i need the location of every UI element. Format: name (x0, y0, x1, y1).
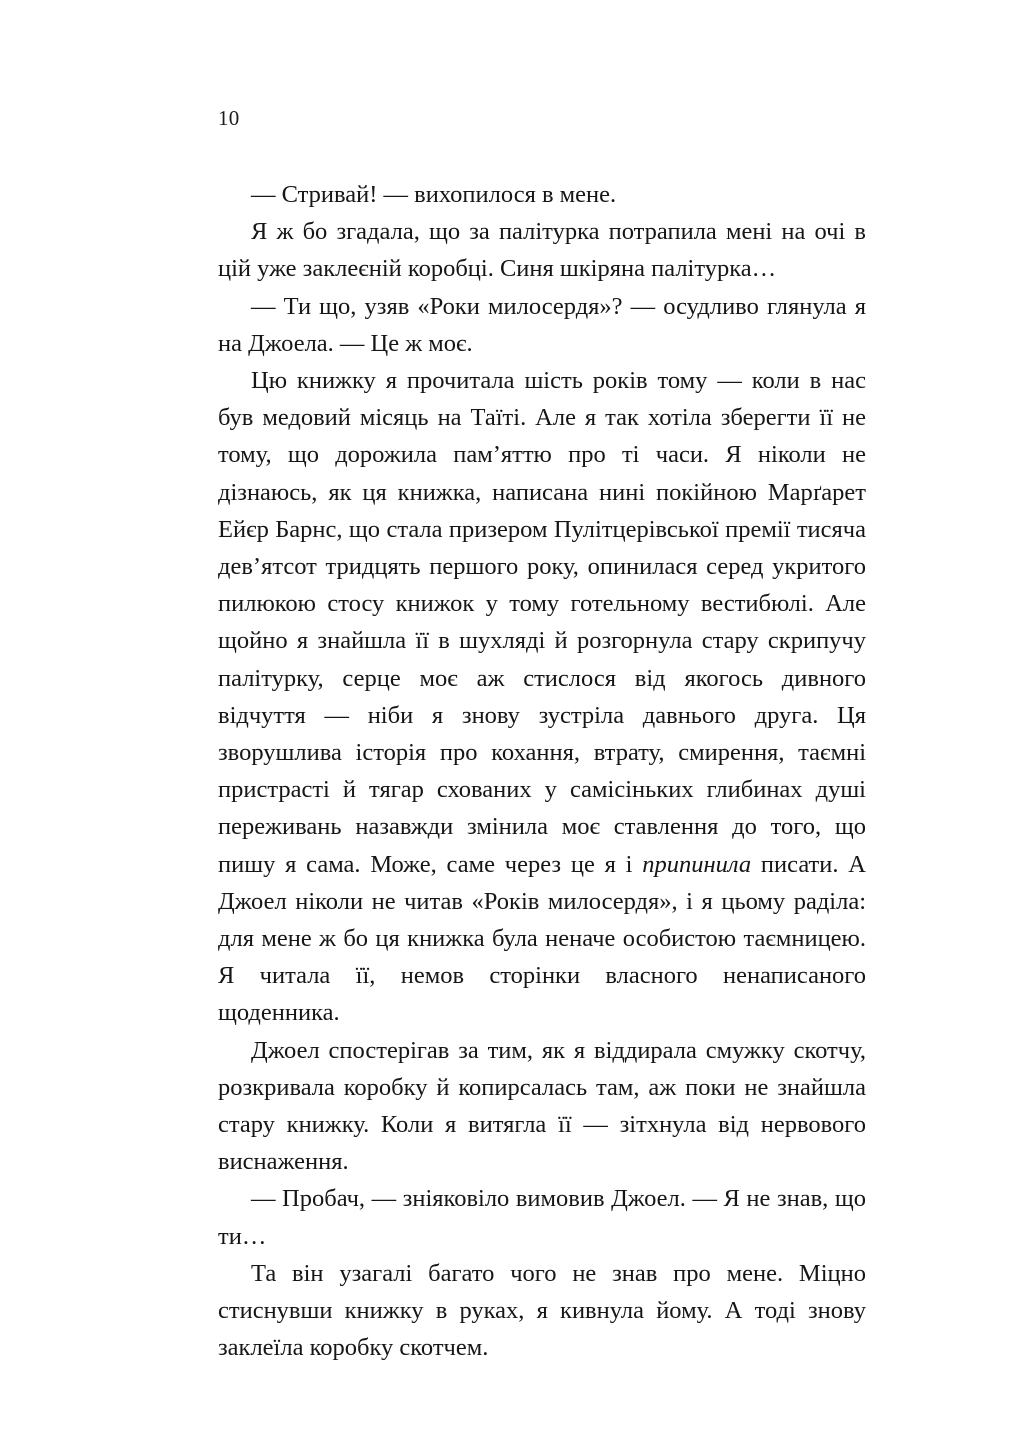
emphasized-word: припинила (642, 850, 752, 878)
paragraph-text-before-emphasis: Цю книжку я прочитала шість років тому — коли в нас був медовий місяць на Таїті. Але я так хотіла зберегти її не тому, що дорожила пам’яттю про ті часи. Я ніколи не дізнаюсь, як ця книжка, написана нині покійною Марґарет Ейєр Барнс, що стала призером Пулітцерівської премії тисяча дев’ятсот тридцять першого року, опинилася серед укритого пилюкою стосу книжок у тому готельному вестибюлі. Але щойно я знайшла її в шухляді й розгорнула стару скрипучу палітурку, серце моє аж стислося від якогось дивного відчуття — ніби я знову зустріла давнього друга. Ця зворушлива історія про кохання, втрату, смирення, таємні пристрасті й тягар схованих у самісіньких глибинах душі переживань назавжди змінила моє ставлення до того, що пишу я сама. Може, саме через це я і (218, 367, 866, 878)
paragraph: Джоел спостерігав за тим, як я віддирала смужку скотчу, розкривала коробку й копирсалась там, аж поки не знайшла стару книжку. Коли я витягла її — зітхнула від нервового виснаження. (218, 1036, 866, 1176)
paragraph: — Ти що, узяв «Роки милосердя»? — осудливо глянула я на Джоела. — Це ж моє. (218, 292, 866, 357)
paragraph-with-emphasis (218, 362, 866, 1032)
paragraph: — Стривай! — вихопилося в мене. (251, 181, 617, 208)
body-text (218, 176, 866, 1367)
paragraph: Я ж бо згадала, що за палітурка потрапила мені на очі в цій уже заклеєній коробці. Синя шкіряна палітурка… (218, 218, 866, 283)
paragraph: Та він узагалі багато чого не знав про мене. Міцно стиснувши книжку в руках, я кивнула йому. А тоді знову заклеїла коробку скотчем. (218, 1259, 866, 1362)
paragraph: — Пробач, — зніяковіло вимовив Джоел. — Я не знав, що ти… (218, 1185, 866, 1250)
paragraph-text-after-emphasis: писати. А Джоел ніколи не читав «Років милосердя», і я цьому раділа: для мене ж бо ця книжка була неначе особистою таємницею. Я читала її, немов сторінки власного ненаписаного щоденника. (218, 850, 866, 1027)
page-number: 10 (218, 106, 240, 130)
